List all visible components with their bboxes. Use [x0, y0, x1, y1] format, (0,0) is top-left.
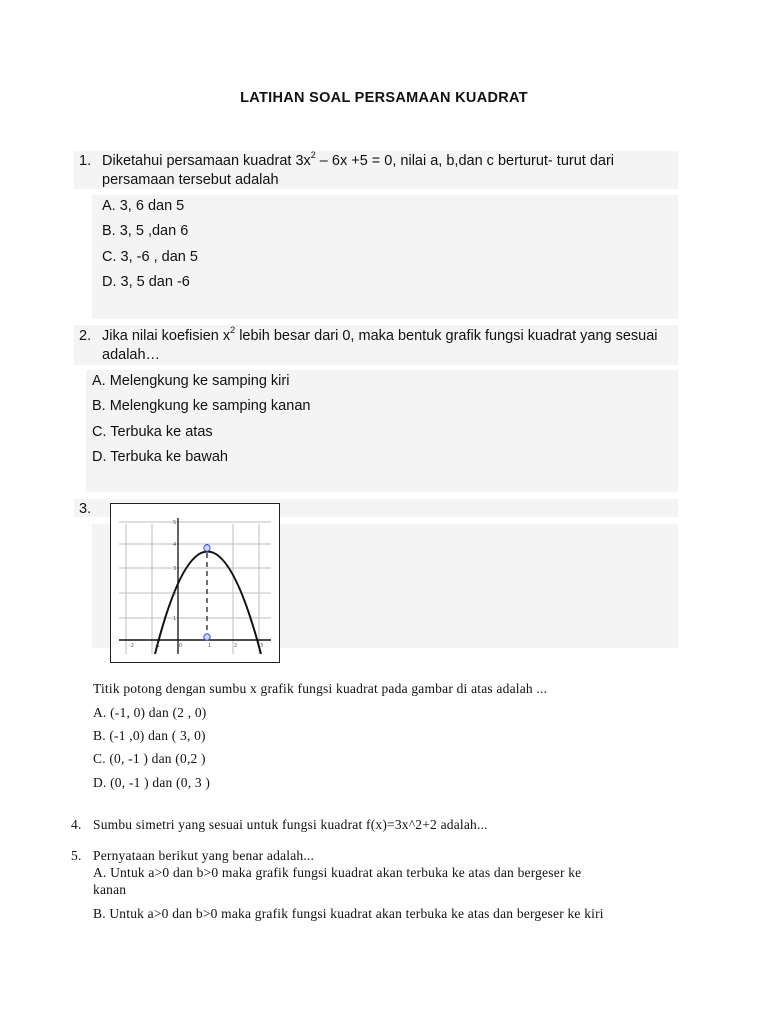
q5-option-a-line2: kanan — [93, 882, 127, 897]
q5-option-a-line1: A. Untuk a>0 dan b>0 maka grafik fungsi kuadrat akan terbuka ke atas dan bergeser ke — [93, 865, 582, 880]
y-tick-5: 5 — [173, 520, 177, 526]
x-tick-neg1: -1 — [155, 643, 160, 649]
q2-text-line2: adalah… — [102, 347, 161, 363]
q2-option-a: A. Melengkung ke samping kiri — [92, 373, 290, 389]
y-tick-4: 4 — [173, 542, 177, 548]
q1-text-line1: Diketahui persamaan kuadrat $3x^2 - 6x +5 = 0$, nilai a, b,dan c berturut- turut dari — [102, 150, 615, 169]
q1-number: 1. — [79, 153, 92, 169]
q1-option-c: C. 3, -6 , dan 5 — [102, 249, 198, 265]
q4-text: Sumbu simetri yang sesuai untuk fungsi kuadrat f(x)=3x^2+2 adalah... — [93, 817, 488, 832]
y-tick-1: 1 — [173, 616, 177, 622]
q3-option-c: C. (0, -1 ) dan (0,2 ) — [93, 751, 206, 766]
q1-text-line2: persamaan tersebut adalah — [102, 172, 279, 188]
q3-option-a: A. (-1, 0) dan (2 , 0) — [93, 705, 207, 720]
q5-option-b: B. Untuk a>0 dan b>0 maka grafik fungsi kuadrat akan terbuka ke atas dan bergeser ke kiri — [93, 906, 604, 921]
x-tick-3: 3 — [260, 643, 264, 649]
x-tick-0: 0 — [179, 643, 183, 649]
q3-option-b: B. (-1 ,0) dan ( 3, 0) — [93, 728, 206, 743]
q3-question: Titik potong dengan sumbu x grafik fungsi kuadrat pada gambar di atas adalah ... — [93, 681, 548, 696]
y-tick-2: 2 — [173, 591, 177, 597]
q1-option-a: A. 3, 6 dan 5 — [102, 198, 185, 214]
q3-option-d: D. (0, -1 ) dan (0, 3 ) — [93, 775, 211, 790]
page-title: LATIHAN SOAL PERSAMAAN KUADRAT — [240, 90, 528, 106]
q1-option-b: B. 3, 5 ,dan 6 — [102, 223, 189, 239]
q2-text-line1: Jika nilai koefisien $x^2$ lebih besar dari 0, maka bentuk grafik fungsi kuadrat yang sesuai — [102, 325, 658, 344]
q4-number: 4. — [71, 817, 82, 832]
q3-number: 3. — [79, 501, 92, 517]
q5-text: Pernyataan berikut yang benar adalah... — [93, 848, 315, 863]
q2-option-d: D. Terbuka ke bawah — [92, 449, 228, 465]
q2-option-c: C. Terbuka ke atas — [92, 424, 213, 440]
q2-option-b: B. Melengkung ke samping kanan — [92, 398, 311, 414]
y-tick-3: 3 — [173, 566, 177, 572]
x-tick-2: 2 — [234, 643, 238, 649]
x-tick-1: 1 — [208, 643, 212, 649]
q5-number: 5. — [71, 848, 82, 863]
parabola-graph-svg — [111, 504, 278, 661]
q2-number: 2. — [79, 328, 92, 344]
parabola-graph — [110, 503, 280, 663]
q1-option-d: D. 3, 5 dan -6 — [102, 274, 190, 290]
x-tick-neg2: -2 — [129, 643, 134, 649]
